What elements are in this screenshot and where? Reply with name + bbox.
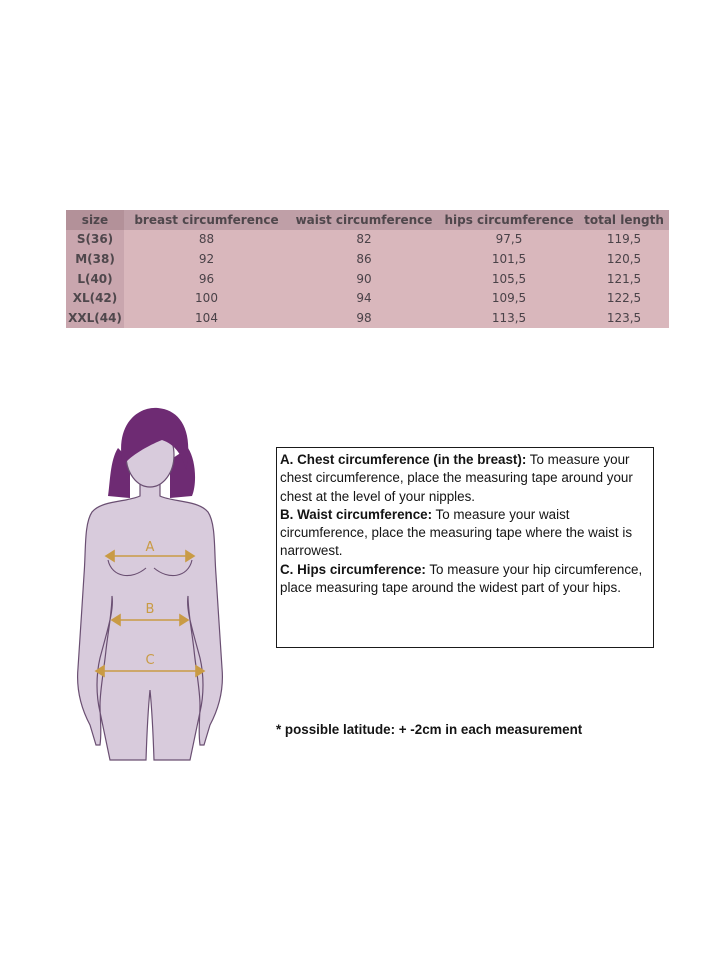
size-cell: XL(42) [66, 288, 124, 308]
header-breast: breast circumference [124, 210, 289, 230]
instruction-a [280, 451, 649, 506]
length-cell: 123,5 [579, 308, 669, 328]
size-cell: L(40) [66, 269, 124, 289]
body-silhouette [78, 482, 223, 760]
length-cell: 122,5 [579, 288, 669, 308]
instruction-c [280, 561, 649, 598]
length-cell: 121,5 [579, 269, 669, 289]
measurement-instructions-box [276, 447, 654, 648]
breast-cell: 92 [124, 249, 289, 269]
instruction-c-text: To measure your hip circumference, place measuring tape around the widest part of your hips. [280, 561, 643, 596]
body-measurement-figure [70, 400, 240, 770]
hips-cell: 109,5 [439, 288, 579, 308]
instruction-c-title: C. Hips circumference: [280, 561, 426, 577]
breast-cell: 100 [124, 288, 289, 308]
table-row [66, 269, 669, 289]
instruction-b-text: To measure your waist circumference, place the measuring tape where the waist is narrowest. [280, 506, 633, 559]
table-row [66, 308, 669, 328]
hips-cell: 101,5 [439, 249, 579, 269]
waist-cell: 86 [289, 249, 439, 269]
waist-cell: 94 [289, 288, 439, 308]
header-length: total length [579, 210, 669, 230]
breast-cell: 104 [124, 308, 289, 328]
length-cell: 120,5 [579, 249, 669, 269]
breast-cell: 96 [124, 269, 289, 289]
instruction-b-title: B. Waist circumference: [280, 506, 433, 522]
size-cell: XXL(44) [66, 308, 124, 328]
instruction-a-text: To measure your chest circumference, place the measuring tape around your chest at the level of your nipples. [280, 452, 633, 504]
table-row [66, 230, 669, 250]
size-cell: S(36) [66, 230, 124, 250]
header-hips: hips circumference [439, 210, 579, 230]
waist-cell: 82 [289, 230, 439, 250]
size-table [66, 210, 669, 328]
length-cell: 119,5 [579, 230, 669, 250]
header-waist: waist circumference [289, 210, 439, 230]
label-c: C [145, 653, 155, 668]
hips-cell: 105,5 [439, 269, 579, 289]
instruction-b [280, 506, 649, 561]
table-row [66, 288, 669, 308]
breast-cell: 88 [124, 230, 289, 250]
waist-cell: 98 [289, 308, 439, 328]
table-row [66, 249, 669, 269]
size-table-header-row [66, 210, 669, 230]
instruction-a-title: A. Chest circumference (in the breast): [280, 452, 527, 467]
label-b: B [145, 602, 155, 617]
size-cell: M(38) [66, 249, 124, 269]
label-a: A [145, 540, 155, 555]
latitude-note: * possible latitude: + -2cm in each measurement [276, 722, 583, 737]
hips-cell: 97,5 [439, 230, 579, 250]
waist-cell: 90 [289, 269, 439, 289]
hips-cell: 113,5 [439, 308, 579, 328]
header-size: size [66, 210, 124, 230]
